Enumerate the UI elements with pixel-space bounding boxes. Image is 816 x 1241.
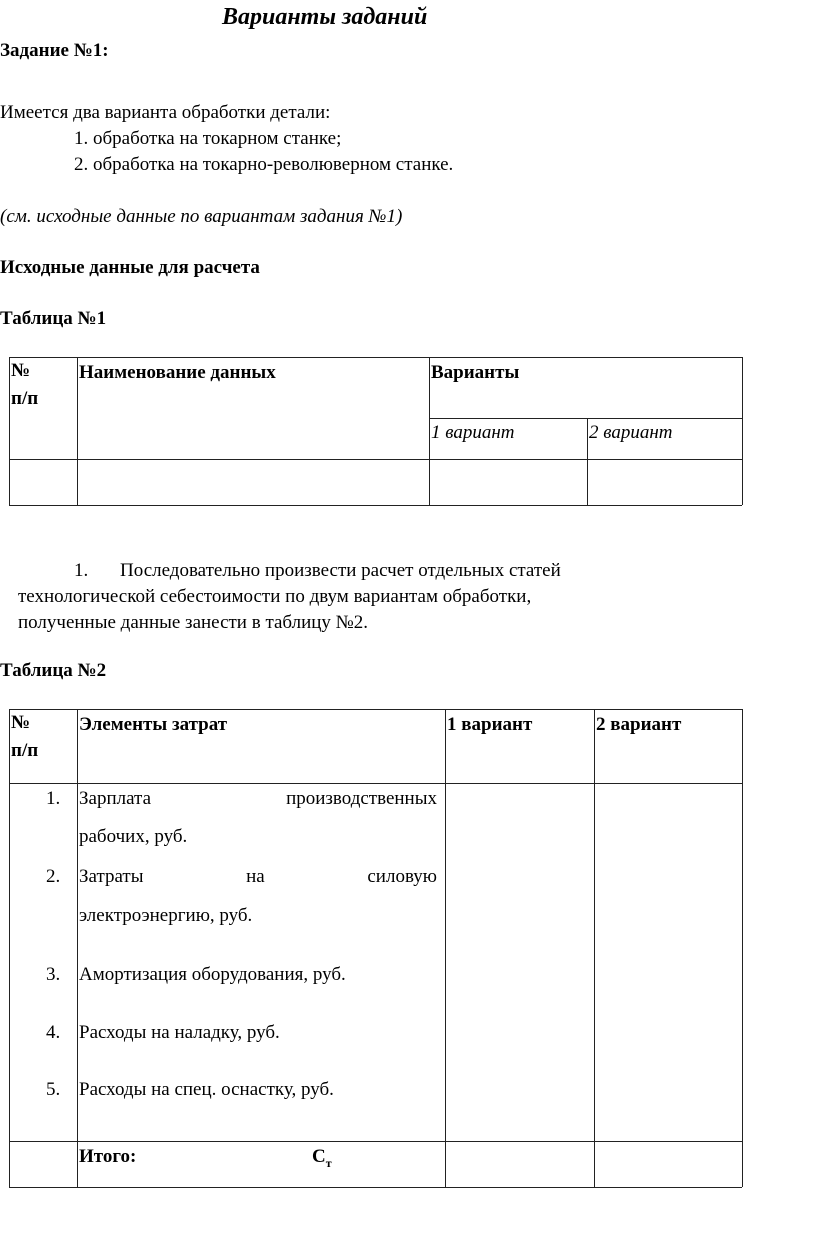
- option-item-2: 2. обработка на токарно-революверном станке.: [74, 154, 454, 175]
- option-item-1: 1. обработка на токарном станке;: [74, 128, 342, 149]
- table2-col-divider: [77, 709, 78, 1187]
- total-symbol-sub: т: [325, 1155, 332, 1170]
- table2-header-variant2: 2 вариант: [596, 714, 682, 735]
- note-text: (см. исходные данные по вариантам задания №1): [0, 206, 403, 227]
- row3-num: 3.: [46, 964, 61, 985]
- row2-text-line1: [79, 866, 437, 888]
- table2-border-left: [9, 709, 10, 1187]
- table1-header-variant2: 2 вариант: [589, 422, 673, 443]
- row1-text-line1: [79, 788, 437, 810]
- table1-header-variants: Варианты: [431, 362, 520, 383]
- table1-border-top: [9, 357, 742, 358]
- row1-word: Зарплата: [79, 788, 152, 809]
- instruction-line3: полученные данные занести в таблицу №2.: [18, 612, 369, 633]
- row2-word: на: [246, 866, 265, 887]
- row1-word: производственных: [286, 788, 437, 809]
- row3-text: Амортизация оборудования, руб.: [79, 964, 346, 985]
- table1-cell-name[interactable]: [78, 460, 429, 505]
- table1-caption: Таблица №1: [0, 308, 107, 329]
- row5-num: 5.: [46, 1079, 61, 1100]
- table2-header-num: №: [11, 712, 31, 733]
- table2-caption: Таблица №2: [0, 660, 107, 681]
- row2-text-line2: электроэнергию, руб.: [79, 905, 253, 926]
- row1-num: 1.: [46, 788, 61, 809]
- table2-header-elements: Элементы затрат: [79, 714, 228, 735]
- instruction-number: 1.: [74, 560, 89, 581]
- table1-header-name: Наименование данных: [79, 362, 276, 383]
- table2-header-num-sub: п/п: [11, 740, 39, 761]
- table1-header-num-sub: п/п: [11, 388, 39, 409]
- table1-cell-variant2[interactable]: [588, 460, 742, 505]
- row4-text: Расходы на наладку, руб.: [79, 1022, 280, 1043]
- row1-text-line2: рабочих, руб.: [79, 826, 188, 847]
- total-symbol: [312, 1146, 332, 1171]
- total-cell-variant2[interactable]: [595, 1142, 742, 1187]
- intro-text: Имеется два варианта обработки детали:: [0, 102, 331, 123]
- table2-border-right: [742, 709, 743, 1187]
- table1-cell-variant1[interactable]: [430, 460, 587, 505]
- table1-header-variant1: 1 вариант: [431, 422, 515, 443]
- table1-border-right: [742, 357, 743, 505]
- table2-cell-variant2-body[interactable]: [595, 784, 742, 1141]
- task-heading: Задание №1:: [0, 40, 109, 61]
- instruction-line1: Последовательно произвести расчет отдельных статей: [120, 560, 561, 581]
- table1-header-num: №: [11, 360, 31, 381]
- instruction-line2: технологической себестоимости по двум вариантам обработки,: [18, 586, 532, 607]
- row5-text: Расходы на спец. оснастку, руб.: [79, 1079, 334, 1100]
- table2-border-bottom: [9, 1187, 742, 1188]
- row2-word: Затраты: [79, 866, 144, 887]
- total-cell-variant1[interactable]: [446, 1142, 594, 1187]
- table2-cell-variant1-body[interactable]: [446, 784, 594, 1141]
- row2-num: 2.: [46, 866, 61, 887]
- row4-num: 4.: [46, 1022, 61, 1043]
- table1-cell-num[interactable]: [10, 460, 77, 505]
- table2-header-variant1: 1 вариант: [447, 714, 533, 735]
- table1-border-bottom: [9, 505, 742, 506]
- table2-border-top: [9, 709, 742, 710]
- row2-word: силовую: [367, 866, 437, 887]
- table1-subheader-line: [429, 418, 742, 419]
- source-data-heading: Исходные данные для расчета: [0, 257, 260, 278]
- document-title: Варианты заданий: [222, 4, 428, 30]
- total-symbol-main: С: [312, 1146, 326, 1167]
- total-label: Итого:: [79, 1146, 137, 1167]
